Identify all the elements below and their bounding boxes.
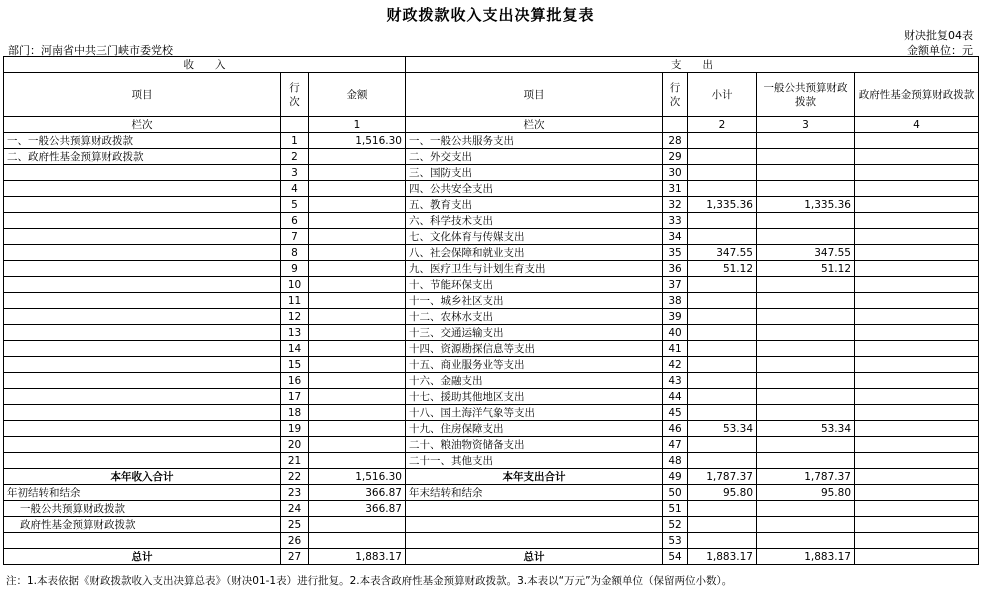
income-amount-header: 金额	[309, 73, 406, 117]
expense-line-cell: 29	[663, 149, 688, 165]
income-item-cell	[4, 261, 281, 277]
income-amount-cell	[309, 197, 406, 213]
expense-line-cell: 41	[663, 341, 688, 357]
general-budget-cell	[757, 357, 855, 373]
table-row	[4, 373, 979, 389]
income-item-cell	[4, 229, 281, 245]
fund-budget-cell	[855, 181, 979, 197]
general-budget-cell	[757, 149, 855, 165]
income-line-cell: 21	[281, 453, 309, 469]
general-budget-cell	[757, 181, 855, 197]
fund-budget-cell	[855, 149, 979, 165]
general-budget-cell: 95.80	[757, 485, 855, 501]
fund-budget-cell	[855, 245, 979, 261]
subtotal-cell	[688, 149, 757, 165]
expense-item-cell	[406, 533, 663, 549]
expense-item-cell: 十二、农林水支出	[406, 309, 663, 325]
table-row	[4, 197, 979, 213]
fund-budget-cell	[855, 293, 979, 309]
fund-budget-cell	[855, 485, 979, 501]
table-row	[4, 501, 979, 517]
expense-item-cell: 二十、粮油物资储备支出	[406, 437, 663, 453]
income-item-cell	[4, 293, 281, 309]
expense-item-cell: 二十一、其他支出	[406, 453, 663, 469]
income-amount-cell	[309, 245, 406, 261]
expense-item-cell: 十、节能环保支出	[406, 277, 663, 293]
expense-item-cell: 总计	[406, 549, 663, 565]
table-row	[4, 277, 979, 293]
income-amount-cell	[309, 261, 406, 277]
income-line-cell: 20	[281, 437, 309, 453]
general-budget-cell	[757, 293, 855, 309]
general-budget-cell	[757, 133, 855, 149]
table-row	[4, 421, 979, 437]
income-line-cell: 13	[281, 325, 309, 341]
expense-line-cell: 45	[663, 405, 688, 421]
fund-budget-cell	[855, 165, 979, 181]
table-row	[4, 245, 979, 261]
expense-line-cell: 47	[663, 437, 688, 453]
income-amount-cell	[309, 309, 406, 325]
general-budget-cell	[757, 389, 855, 405]
expense-line-cell: 39	[663, 309, 688, 325]
income-amount-cell: 366.87	[309, 485, 406, 501]
expense-item-cell	[406, 517, 663, 533]
income-item-cell: 政府性基金预算财政拨款	[4, 517, 281, 533]
expense-item-cell: 六、科学技术支出	[406, 213, 663, 229]
income-amount-cell	[309, 341, 406, 357]
expense-item-cell: 五、教育支出	[406, 197, 663, 213]
income-line-cell: 12	[281, 309, 309, 325]
table-row	[4, 533, 979, 549]
expense-item-cell: 十一、城乡社区支出	[406, 293, 663, 309]
subtotal-cell	[688, 517, 757, 533]
subtotal-cell	[688, 437, 757, 453]
table-row	[4, 133, 979, 149]
income-line-cell: 14	[281, 341, 309, 357]
expense-line-cell: 43	[663, 373, 688, 389]
fund-budget-cell	[855, 213, 979, 229]
expense-line-cell: 44	[663, 389, 688, 405]
income-line-cell: 18	[281, 405, 309, 421]
income-amount-cell	[309, 533, 406, 549]
fund-budget-header: 政府性基金预算财政拨款	[855, 73, 979, 117]
income-line-cell: 25	[281, 517, 309, 533]
expense-item-cell: 二、外交支出	[406, 149, 663, 165]
subtotal-cell: 347.55	[688, 245, 757, 261]
income-item-cell	[4, 197, 281, 213]
table-row	[4, 469, 979, 485]
subtotal-cell: 95.80	[688, 485, 757, 501]
general-budget-cell	[757, 213, 855, 229]
income-line-cell: 6	[281, 213, 309, 229]
general-budget-cell: 53.34	[757, 421, 855, 437]
income-item-cell	[4, 405, 281, 421]
income-item-cell	[4, 181, 281, 197]
expense-item-cell: 九、医疗卫生与计划生育支出	[406, 261, 663, 277]
table-row	[4, 549, 979, 565]
expense-item-cell: 本年支出合计	[406, 469, 663, 485]
general-budget-cell	[757, 405, 855, 421]
subtotal-cell: 1,883.17	[688, 549, 757, 565]
subtotal-cell	[688, 309, 757, 325]
income-item-cell: 总计	[4, 549, 281, 565]
page-title: 财政拨款收入支出决算批复表	[386, 6, 595, 24]
subtotal-cell	[688, 165, 757, 181]
subtotal-cell	[688, 389, 757, 405]
general-budget-cell	[757, 533, 855, 549]
expense-line-cell: 42	[663, 357, 688, 373]
table-row	[4, 213, 979, 229]
amount-unit-label: 金额单位：元	[907, 44, 973, 57]
general-budget-cell: 1,335.36	[757, 197, 855, 213]
footnote: 注：1.本表依据《财政拨款收入支出决算总表》（财决01-1表）进行批复。2.本表含政府性基金预算财政拨款。3.本表以“万元”为金额单位（保留两位小数）。	[6, 575, 733, 587]
income-amount-cell	[309, 293, 406, 309]
expense-col-index: 栏次	[406, 117, 663, 133]
general-budget-cell: 347.55	[757, 245, 855, 261]
fund-budget-cell	[855, 309, 979, 325]
income-line-cell: 27	[281, 549, 309, 565]
table-row	[4, 229, 979, 245]
expense-line-cell: 50	[663, 485, 688, 501]
income-item-header: 项目	[4, 73, 281, 117]
subtotal-cell	[688, 133, 757, 149]
fund-budget-cell	[855, 325, 979, 341]
income-line-header: 行 次	[281, 73, 309, 117]
fund-budget-cell	[855, 453, 979, 469]
subtotal-cell	[688, 501, 757, 517]
income-item-cell: 本年收入合计	[4, 469, 281, 485]
expense-header: 支 出	[406, 57, 979, 73]
fund-budget-cell	[855, 405, 979, 421]
fund-budget-cell	[855, 549, 979, 565]
general-budget-cell	[757, 501, 855, 517]
expense-line-cell: 32	[663, 197, 688, 213]
fund-budget-cell	[855, 197, 979, 213]
expense-item-cell: 四、公共安全支出	[406, 181, 663, 197]
subtotal-cell	[688, 533, 757, 549]
income-line-cell: 7	[281, 229, 309, 245]
general-budget-cell	[757, 309, 855, 325]
income-line-cell: 19	[281, 421, 309, 437]
income-item-cell	[4, 309, 281, 325]
subtotal-cell: 1,335.36	[688, 197, 757, 213]
budget-table	[3, 56, 979, 565]
subtotal-cell	[688, 293, 757, 309]
expense-line-cell: 38	[663, 293, 688, 309]
income-line-cell: 2	[281, 149, 309, 165]
general-budget-cell	[757, 277, 855, 293]
income-item-cell	[4, 437, 281, 453]
income-line-cell: 26	[281, 533, 309, 549]
expense-line-cell: 33	[663, 213, 688, 229]
subtotal-cell: 1,787.37	[688, 469, 757, 485]
col-3-label: 3	[757, 117, 855, 133]
income-amount-cell	[309, 165, 406, 181]
expense-line-cell: 49	[663, 469, 688, 485]
expense-line-cell: 51	[663, 501, 688, 517]
subtotal-cell	[688, 453, 757, 469]
income-amount-cell	[309, 325, 406, 341]
income-item-cell	[4, 277, 281, 293]
income-item-cell	[4, 373, 281, 389]
table-row	[4, 357, 979, 373]
col-4-label: 4	[855, 117, 979, 133]
subtotal-cell	[688, 213, 757, 229]
income-amount-cell: 1,516.30	[309, 469, 406, 485]
general-budget-cell	[757, 517, 855, 533]
income-line-cell: 3	[281, 165, 309, 181]
income-line-cell: 10	[281, 277, 309, 293]
income-amount-cell: 366.87	[309, 501, 406, 517]
table-row	[4, 517, 979, 533]
table-row	[4, 181, 979, 197]
fund-budget-cell	[855, 469, 979, 485]
subtotal-cell	[688, 357, 757, 373]
expense-line-header: 行 次	[663, 73, 688, 117]
income-amount-cell	[309, 277, 406, 293]
income-line-cell: 16	[281, 373, 309, 389]
fund-budget-cell	[855, 389, 979, 405]
income-item-cell	[4, 245, 281, 261]
expense-item-cell: 十八、国土海洋气象等支出	[406, 405, 663, 421]
income-amount-cell	[309, 373, 406, 389]
expense-line-cell: 53	[663, 533, 688, 549]
table-row	[4, 309, 979, 325]
general-budget-cell	[757, 341, 855, 357]
subtotal-cell	[688, 277, 757, 293]
fund-budget-cell	[855, 501, 979, 517]
expense-item-cell: 三、国防支出	[406, 165, 663, 181]
expense-line-cell: 37	[663, 277, 688, 293]
col-1-label: 1	[309, 117, 406, 133]
expense-item-cell: 十三、交通运输支出	[406, 325, 663, 341]
income-amount-cell: 1,516.30	[309, 133, 406, 149]
general-budget-cell	[757, 453, 855, 469]
income-col-index: 栏次	[4, 117, 281, 133]
expense-line-cell: 34	[663, 229, 688, 245]
table-row	[4, 453, 979, 469]
fund-budget-cell	[855, 261, 979, 277]
income-amount-cell	[309, 437, 406, 453]
table-row	[4, 341, 979, 357]
income-line-cell: 15	[281, 357, 309, 373]
expense-line-cell: 36	[663, 261, 688, 277]
subtotal-cell	[688, 181, 757, 197]
income-item-cell	[4, 165, 281, 181]
income-item-cell	[4, 533, 281, 549]
fund-budget-cell	[855, 229, 979, 245]
fund-budget-cell	[855, 133, 979, 149]
table-row	[4, 261, 979, 277]
table-row	[4, 293, 979, 309]
expense-item-cell: 八、社会保障和就业支出	[406, 245, 663, 261]
income-amount-cell	[309, 149, 406, 165]
fund-budget-cell	[855, 421, 979, 437]
income-line-cell: 1	[281, 133, 309, 149]
table-row	[4, 389, 979, 405]
fund-budget-cell	[855, 277, 979, 293]
expense-item-cell: 十七、援助其他地区支出	[406, 389, 663, 405]
expense-line-cell: 54	[663, 549, 688, 565]
income-line-cell: 17	[281, 389, 309, 405]
expense-item-cell	[406, 501, 663, 517]
subtotal-cell	[688, 325, 757, 341]
expense-item-cell: 十四、资源勘探信息等支出	[406, 341, 663, 357]
income-item-cell: 年初结转和结余	[4, 485, 281, 501]
general-budget-cell	[757, 229, 855, 245]
general-budget-cell	[757, 373, 855, 389]
expense-item-cell: 十六、金融支出	[406, 373, 663, 389]
income-item-cell	[4, 357, 281, 373]
expense-line-cell: 35	[663, 245, 688, 261]
general-budget-header: 一般公共预算财政拨款	[757, 73, 855, 117]
subtotal-cell: 53.34	[688, 421, 757, 437]
income-item-cell: 一般公共预算财政拨款	[4, 501, 281, 517]
table-row	[4, 437, 979, 453]
income-item-cell: 一、一般公共预算财政拨款	[4, 133, 281, 149]
income-item-cell	[4, 421, 281, 437]
expense-line-cell: 31	[663, 181, 688, 197]
fund-budget-cell	[855, 341, 979, 357]
subtotal-cell	[688, 405, 757, 421]
income-amount-cell	[309, 181, 406, 197]
income-amount-cell	[309, 517, 406, 533]
income-amount-cell	[309, 405, 406, 421]
fund-budget-cell	[855, 373, 979, 389]
fund-budget-cell	[855, 357, 979, 373]
expense-item-cell: 七、文化体育与传媒支出	[406, 229, 663, 245]
income-item-cell	[4, 389, 281, 405]
fund-budget-cell	[855, 437, 979, 453]
income-line-cell: 11	[281, 293, 309, 309]
fund-budget-cell	[855, 533, 979, 549]
expense-line-cell: 40	[663, 325, 688, 341]
subtotal-header: 小计	[688, 73, 757, 117]
income-amount-cell: 1,883.17	[309, 549, 406, 565]
expense-item-cell: 一、一般公共服务支出	[406, 133, 663, 149]
table-row	[4, 149, 979, 165]
income-amount-cell	[309, 421, 406, 437]
subtotal-cell: 51.12	[688, 261, 757, 277]
general-budget-cell: 51.12	[757, 261, 855, 277]
income-item-cell: 二、政府性基金预算财政拨款	[4, 149, 281, 165]
income-line-cell: 22	[281, 469, 309, 485]
income-line-cell: 5	[281, 197, 309, 213]
table-row	[4, 325, 979, 341]
expense-item-cell: 十五、商业服务业等支出	[406, 357, 663, 373]
col-2-label: 2	[688, 117, 757, 133]
subtotal-cell	[688, 373, 757, 389]
subtotal-cell	[688, 229, 757, 245]
table-row	[4, 165, 979, 181]
table-row	[4, 405, 979, 421]
income-line-cell: 23	[281, 485, 309, 501]
income-item-cell	[4, 341, 281, 357]
income-amount-cell	[309, 389, 406, 405]
general-budget-cell: 1,883.17	[757, 549, 855, 565]
income-line-cell: 4	[281, 181, 309, 197]
general-budget-cell	[757, 325, 855, 341]
expense-line-cell: 46	[663, 421, 688, 437]
general-budget-cell	[757, 165, 855, 181]
income-item-cell	[4, 213, 281, 229]
general-budget-cell: 1,787.37	[757, 469, 855, 485]
subtotal-cell	[688, 341, 757, 357]
expense-line-cell: 52	[663, 517, 688, 533]
income-item-cell	[4, 325, 281, 341]
department-label: 部门：河南省中共三门峡市委党校	[8, 44, 173, 57]
income-line-cell: 8	[281, 245, 309, 261]
expense-line-cell: 30	[663, 165, 688, 181]
income-amount-cell	[309, 453, 406, 469]
income-amount-cell	[309, 357, 406, 373]
expense-item-header: 项目	[406, 73, 663, 117]
income-header: 收 入	[4, 57, 406, 73]
expense-line-cell: 48	[663, 453, 688, 469]
expense-item-cell: 年末结转和结余	[406, 485, 663, 501]
fund-budget-cell	[855, 517, 979, 533]
table-row	[4, 485, 979, 501]
table-code: 财决批复04表	[904, 29, 973, 42]
general-budget-cell	[757, 437, 855, 453]
income-line-cell: 24	[281, 501, 309, 517]
income-item-cell	[4, 453, 281, 469]
income-amount-cell	[309, 229, 406, 245]
expense-line-cell: 28	[663, 133, 688, 149]
expense-item-cell: 十九、住房保障支出	[406, 421, 663, 437]
income-line-cell: 9	[281, 261, 309, 277]
income-amount-cell	[309, 213, 406, 229]
